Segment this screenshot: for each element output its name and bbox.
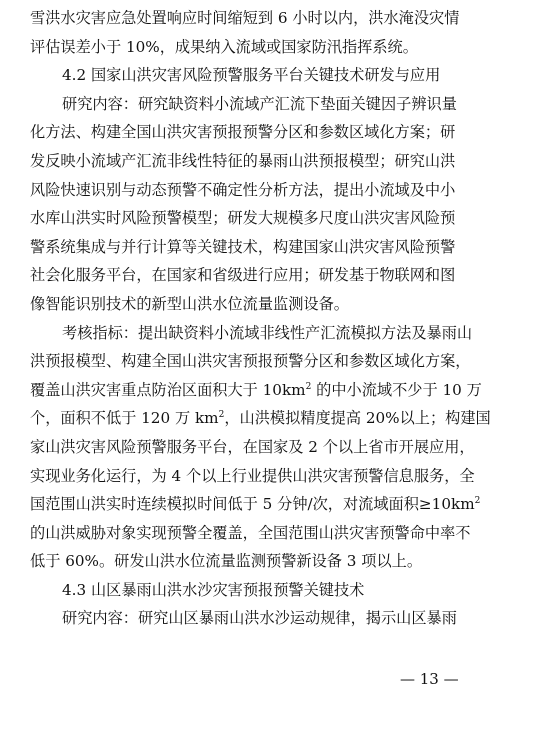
text-line — [30, 376, 520, 405]
text-line: 洪预报模型、构建全国山洪灾害预报预警分区和参数区域化方案， — [30, 352, 471, 371]
text-line: 警系统集成与并行计算等关键技术，构建国家山洪灾害风险预警 — [30, 237, 456, 256]
text-line: 社会化服务平台，在国家和省级进行应用；研发基于物联网和图 — [30, 266, 456, 285]
superscript: 2 — [218, 410, 225, 421]
text-line: 风险快速识别与动态预警不确定性分析方法，提出小流域及中小 — [30, 180, 456, 199]
text-span: ，山洪模拟精度提高 20%以上；构建国 — [224, 409, 491, 428]
text-line: 研究内容：研究缺资料小流域产汇流下垫面关键因子辨识量 — [62, 94, 457, 113]
superscript: 2 — [305, 381, 312, 392]
text-line — [30, 404, 520, 433]
text-span: 个，面积不低于 120 万 km — [30, 409, 219, 428]
text-line: 实现业务化运行，为 4 个以上行业提供山洪灾害预警信息服务，全 — [30, 466, 475, 485]
section-heading-4-3: 4.3 山区暴雨山洪水沙灾害预报预警关键技术 — [62, 580, 365, 599]
page-number: — 13 — — [400, 670, 459, 688]
text-line: 家山洪灾害风险预警服务平台，在国家及 2 个以上省市开展应用， — [30, 437, 475, 456]
text-span: 覆盖山洪灾害重点防治区面积大于 10km — [30, 380, 306, 399]
superscript: 2 — [474, 496, 481, 507]
text-line: 像智能识别技术的新型山洪水位流量监测设备。 — [30, 294, 349, 313]
text-span: 国范围山洪实时连续模拟时间低于 5 分钟/次，对流域面积≥10km — [30, 495, 475, 514]
text-line: 低于 60%。研发山洪水位流量监测预警新设备 3 项以上。 — [30, 552, 423, 571]
text-line: 水库山洪实时风险预警模型；研发大规模多尺度山洪灾害风险预 — [30, 209, 456, 228]
body-text — [30, 4, 520, 633]
text-line: 的山洪威胁对象实现预警全覆盖，全国范围山洪灾害预警命中率不 — [30, 523, 471, 542]
text-span: 的中小流域不少于 10 万 — [311, 380, 482, 399]
section-heading-4-2: 4.2 国家山洪灾害风险预警服务平台关键技术研发与应用 — [62, 66, 441, 85]
text-line: 考核指标：提出缺资料小流域非线性产汇流模拟方法及暴雨山 — [62, 323, 473, 342]
text-line: 化方法、构建全国山洪灾害预报预警分区和参数区域化方案；研 — [30, 123, 456, 142]
text-line: 研究内容：研究山区暴雨山洪水沙运动规律，揭示山区暴雨 — [62, 609, 457, 628]
text-line — [30, 490, 520, 519]
text-line: 雪洪水灾害应急处置响应时间缩短到 6 小时以内，洪水淹没灾情 — [30, 9, 460, 27]
text-line: 评估误差小于 10%，成果纳入流域或国家防汛指挥系统。 — [30, 37, 418, 56]
text-line: 发反映小流域产汇流非线性特征的暴雨山洪预报模型；研究山洪 — [30, 151, 456, 170]
